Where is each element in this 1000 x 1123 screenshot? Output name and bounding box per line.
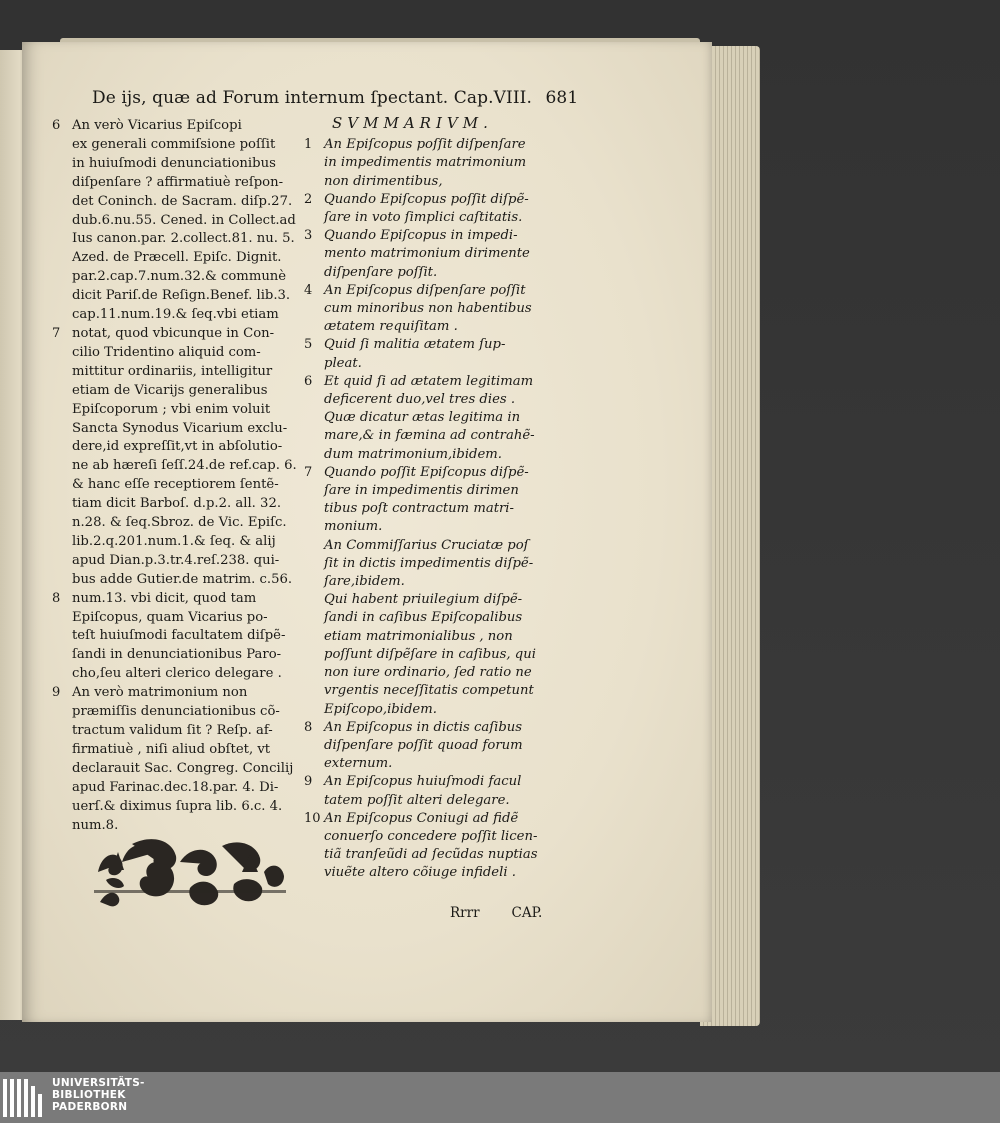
page-number: 681 [545,88,579,108]
margin-number: 7 [52,325,61,341]
text-line [324,518,624,536]
line-text: num.13. vbi dicit, quod tam [72,590,257,606]
text-line [72,760,317,779]
line-text: An Epiſcopus poſſit diſpenſare [324,137,526,153]
line-text: ne ab hæreſi ſeſſ.24.de ref.cap. 6. [72,458,297,474]
text-line [72,722,317,741]
text-line [304,191,624,209]
text-line [324,209,624,227]
line-text: ſandi in denunciationibus Paro- [72,647,282,663]
line-text: non dirimentibus, [324,173,443,189]
line-text: Sancta Synodus Vicarium exclu- [72,420,288,436]
text-line [72,193,317,212]
catchword: CAP. [511,905,543,921]
text-line [324,300,624,318]
line-text: cho,ſeu alteri clerico delegare . [72,666,282,682]
text-line [324,355,624,373]
text-line [304,282,624,300]
text-line [72,136,317,155]
summarium-title: SVMMARIVM. [332,114,493,132]
summarium-column [304,114,624,883]
text-line [324,555,624,573]
line-text: An Epiſcopus in dictis caſibus [324,719,523,735]
line-text: diſpenſare ? affirmatiuè reſpon- [72,174,284,190]
text-line [72,552,317,571]
text-line [324,737,624,755]
text-line [324,701,624,719]
line-text: par.2.cap.7.num.32.& communè [72,269,287,285]
text-line [72,571,317,590]
line-text: dere,id expreſſit,vt in abſolutio- [72,439,283,455]
line-text: Ius canon.par. 2.collect.81. nu. 5. [72,231,295,247]
line-text: Quando Epiſcopus poſſit diſpẽ- [324,191,529,207]
line-text: declarauit Sac. Congreg. Concilij [72,760,294,776]
line-text: poſſunt diſpẽſare in caſibus, qui [324,646,536,662]
margin-number: 9 [52,685,61,701]
running-head-title: De ijs, quæ ad Forum internum ſpectant. Cap.VIII. [92,88,532,108]
line-text: An verò matrimonium non [72,685,248,701]
line-text: Epiſcopus, quam Vicarius po- [72,609,268,625]
running-head [92,88,592,108]
text-line [72,363,317,382]
text-line [72,609,317,628]
line-text: tiam dicit Barboſ. d.p.2. all. 32. [72,496,282,512]
text-line [304,336,624,354]
line-text: viuẽte altero cõiuge infideli . [324,865,516,881]
line-text: Quid ſi malitia ætatem ſup- [324,337,506,353]
line-text: diſpenſare poſſit quoad forum [324,737,523,753]
text-line [72,476,317,495]
line-text: bus adde Gutier.de matrim. c.56. [72,571,293,587]
text-line [72,155,317,174]
text-line [72,703,317,722]
line-text: & hanc eſſe receptiorem ſentẽ- [72,477,279,493]
book-page [22,42,712,1022]
signature-mark: Rrrr [450,905,480,921]
line-text: conuerſo concedere poſſit licen- [324,828,538,844]
text-line [72,420,317,439]
text-line [72,287,317,306]
margin-number: 5 [304,337,313,353]
text-line [324,628,624,646]
line-text: mento matrimonium dirimente [324,246,530,262]
text-line [324,828,624,846]
line-text: apud Dian.p.3.tr.4.reſ.238. qui- [72,552,280,568]
margin-number: 6 [52,118,61,133]
line-text: apud Farinac.dec.18.par. 4. Di- [72,779,279,795]
line-text: mittitur ordinariis, intelligitur [72,363,273,379]
text-line [324,573,624,591]
line-text: monium. [324,519,383,535]
line-text: firmatiuè , niſi aliud obſtet, vt [72,741,271,757]
line-text: Epiſcopo,ibidem. [324,701,437,717]
line-text: tractum validum ſit ? Reſp. af- [72,723,273,738]
text-line [72,438,317,457]
margin-number: 7 [304,464,313,480]
line-text: non iure ordinario, ſed ratio ne [324,665,532,681]
margin-number: 8 [304,719,313,735]
text-line [72,514,317,533]
text-line [304,373,624,391]
line-text: An Commiſſarius Cruciatæ poſ [324,537,529,553]
line-text: tibus poſt contractum matri- [324,501,514,517]
text-line [72,401,317,420]
line-text: ætatem requiſitam . [324,319,458,335]
text-line [324,664,624,682]
line-text: pleat. [324,355,362,371]
line-text: uerſ.& diximus ſupra lib. 6.c. 4. [72,798,283,814]
line-text: dub.6.nu.55. Cened. in Collect.ad [72,212,296,228]
text-line [52,590,317,609]
text-line [324,609,624,627]
line-text: in impedimentis matrimonium [324,155,527,171]
text-line [324,682,624,700]
line-text: dicit Pariſ.de Reſign.Benef. lib.3. [72,288,291,304]
margin-number: 4 [304,282,313,298]
line-text: cap.11.num.19.& ſeq.vbi etiam [72,307,279,323]
summarium-list [304,136,624,882]
line-text: mare,& in fæmina ad contrahẽ- [324,428,535,444]
text-line [324,446,624,464]
library-logo-icon [2,1076,46,1120]
margin-number: 1 [304,137,313,153]
logo-line-1: UNIVERSITÄTS- [52,1077,145,1089]
text-line [72,344,317,363]
text-line [324,482,624,500]
text-line [72,646,317,665]
text-line [324,755,624,773]
line-text: An verò Vicarius Epiſcopi [72,118,242,133]
text-line [72,268,317,287]
margin-number: 8 [52,590,61,606]
text-line [72,174,317,193]
printer-ornament [92,832,288,912]
text-line [72,457,317,476]
text-line [324,646,624,664]
footer-bar [0,1072,1000,1123]
text-line [304,810,624,828]
main-text-column [52,117,317,835]
text-line [324,500,624,518]
text-line [52,117,317,136]
line-text: det Coninch. de Sacram. diſp.27. [72,193,293,209]
logo-line-3: PADERBORN [52,1101,128,1113]
text-line [324,245,624,263]
line-text: cilio Tridentino aliquid com- [72,344,261,360]
margin-number: 6 [304,373,313,389]
line-text: externum. [324,756,393,772]
line-text: ſandi in caſibus Epiſcopalibus [324,610,523,626]
margin-number: 2 [304,191,313,207]
margin-number: 3 [304,228,313,244]
text-line [72,249,317,268]
line-text: notat, quod vbicunque in Con- [72,325,275,341]
line-text: vrgentis neceſſitatis competunt [324,683,534,699]
text-line [72,533,317,552]
logo-line-2: BIBLIOTHEK [52,1089,126,1101]
text-line [324,591,624,609]
line-text: Quando Epiſcopus in impedi- [324,228,518,244]
margin-number: 10 [304,810,321,826]
line-text: deficerent duo,vel tres dies . [324,392,516,408]
line-text: diſpenſare poſſit. [324,264,438,280]
text-line [304,227,624,245]
text-line [304,773,624,791]
line-text: teſt huiuſmodi facultatem diſpẽ- [72,628,286,644]
library-logo-text [52,1077,145,1113]
text-line [324,264,624,282]
text-line [72,306,317,325]
line-text: ſare in voto ſimplici caſtitatis. [324,210,523,226]
line-text: tiã tranſeũdi ad ſecũdas nuptias [324,847,538,863]
line-text: Quæ dicatur ætas legitima in [324,410,521,426]
line-text: num.8. [72,817,119,833]
text-line [324,864,624,882]
text-line [324,154,624,172]
text-line [324,427,624,445]
line-text: Epiſcoporum ; vbi enim voluit [72,401,271,417]
text-line [324,409,624,427]
text-line [324,173,624,191]
text-line [52,684,317,703]
text-line [72,382,317,401]
text-line [324,792,624,810]
text-line [72,741,317,760]
line-text: Qui habent priuilegium diſpẽ- [324,592,523,608]
text-line [72,230,317,249]
text-line [52,325,317,344]
text-line [324,846,624,864]
text-line [304,136,624,154]
line-text: lib.2.q.201.num.1.& ſeq. & alij [72,533,276,549]
text-line [72,798,317,817]
line-text: n.28. & ſeq.Sbroz. de Vic. Epiſc. [72,515,287,531]
line-text: An Epiſcopus diſpenſare poſſit [324,282,526,298]
text-line [324,391,624,409]
margin-number: 9 [304,774,313,790]
line-text: Et quid ſi ad ætatem legitimam [324,373,534,389]
text-line [72,495,317,514]
line-text: ex generali commiſsione poſſit [72,136,276,152]
line-text: Quando poſſit Epiſcopus diſpẽ- [324,464,529,480]
line-text: ſare in impedimentis dirimen [324,483,519,499]
text-line [72,665,317,684]
text-line [72,627,317,646]
line-text: etiam matrimonialibus , non [324,628,513,644]
text-line [304,464,624,482]
line-text: præmiſſis denunciationibus cõ- [72,704,280,720]
text-line [324,318,624,336]
line-text: in huiuſmodi denunciationibus [72,155,276,171]
line-text: tatem poſſit alteri delegare. [324,792,510,808]
line-text: An Epiſcopus huiuſmodi facul [324,774,522,790]
text-line [324,537,624,555]
line-text: Azed. de Præcell. Epiſc. Dignit. [72,250,282,266]
text-line [72,779,317,798]
text-line [304,719,624,737]
line-text: cum minoribus non habentibus [324,301,532,317]
line-text: An Epiſcopus Coniugi ad fidẽ [324,810,519,826]
line-text: dum matrimonium,ibidem. [324,446,502,462]
line-text: ſare,ibidem. [324,574,405,590]
line-text: ſit in dictis impedimentis diſpẽ- [324,555,534,571]
line-text: etiam de Vicarijs generalibus [72,382,268,398]
signature-line [450,905,542,921]
text-line [72,212,317,231]
